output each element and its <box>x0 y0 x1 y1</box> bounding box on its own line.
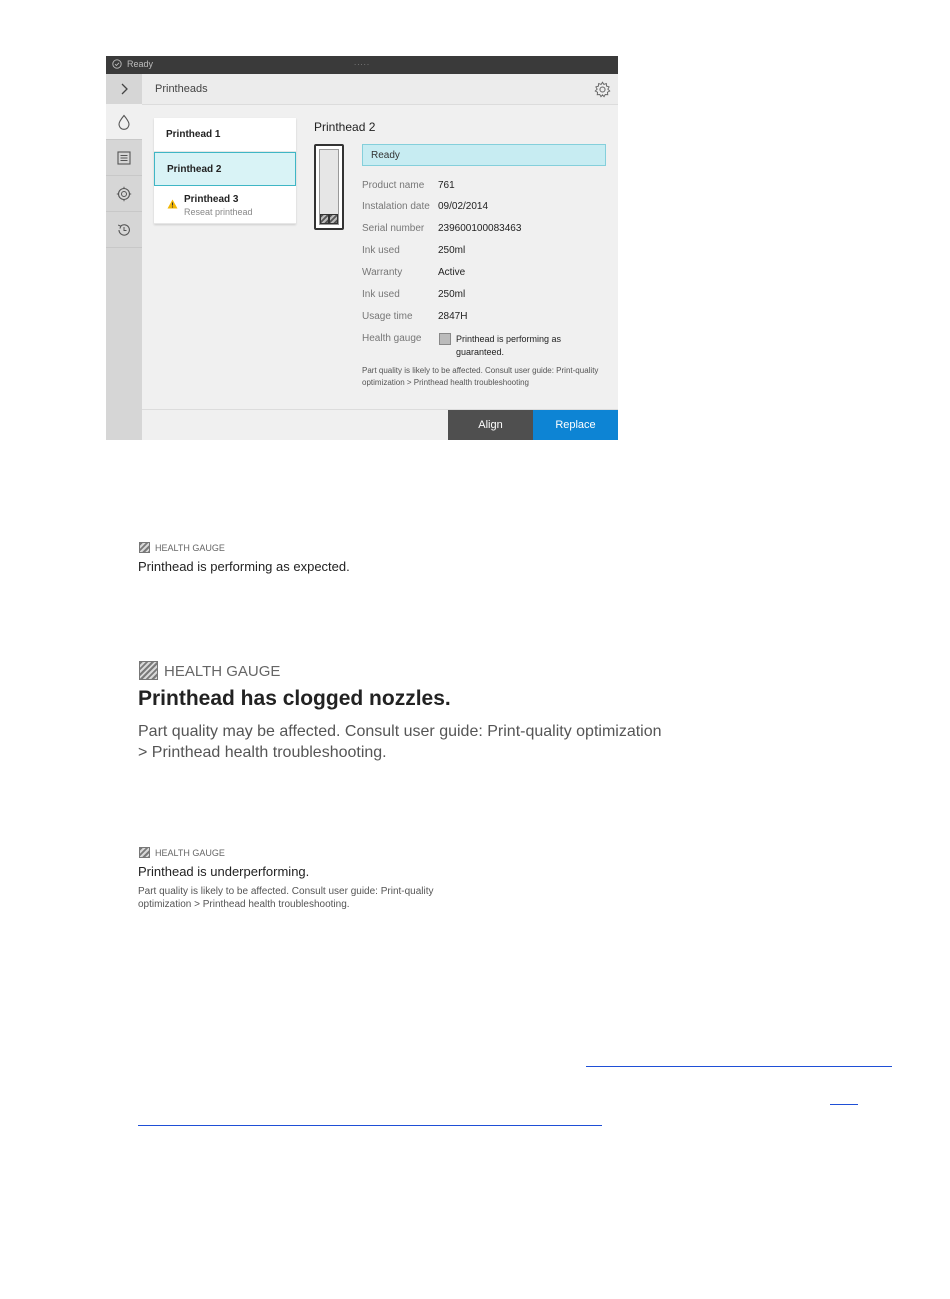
printhead-subtitle: Reseat printhead <box>184 207 253 217</box>
printhead-name: Printhead 2 <box>167 164 222 175</box>
gauge-label: HEALTH GAUGE <box>155 848 225 858</box>
field-value: 239600100083463 <box>438 223 522 234</box>
health-gauge-icon <box>139 847 150 858</box>
printheads-screen <box>106 56 618 440</box>
target-icon <box>116 186 132 202</box>
align-button[interactable]: Align <box>448 410 533 440</box>
document-icon <box>116 150 132 166</box>
printhead-item-1[interactable] <box>154 118 296 152</box>
gauge-body: Part quality may be affected. Consult user guide: Print-quality optimization > Printhead health troubleshooting. <box>138 723 662 761</box>
page-title: Printheads <box>155 83 208 95</box>
field-label: Usage time <box>362 311 413 322</box>
field-label: Warranty <box>362 267 403 278</box>
replace-button[interactable]: Replace <box>533 410 618 440</box>
rail-item-jobs[interactable] <box>106 140 142 176</box>
status-banner <box>362 144 606 166</box>
chevron-right-icon <box>119 83 129 95</box>
detail-title: Printhead 2 <box>314 120 376 134</box>
check-circle-icon <box>112 59 122 69</box>
printhead-list <box>154 118 296 224</box>
health-gauge-icon <box>139 661 158 680</box>
printhead-graphic <box>314 144 344 230</box>
field-label: Ink used <box>362 245 400 256</box>
gauge-heading: Printhead is underperforming. <box>138 864 310 879</box>
header-bar <box>106 74 618 105</box>
document-link[interactable] <box>586 1066 892 1067</box>
field-value: 09/02/2014 <box>438 201 489 212</box>
printhead-item-2[interactable] <box>154 152 296 186</box>
status-text: Ready <box>127 59 154 69</box>
field-value: 250ml <box>438 245 466 256</box>
field-label: Health gauge <box>362 333 422 344</box>
status-banner-text: Ready <box>371 150 400 161</box>
field-label: Serial number <box>362 223 425 234</box>
printhead-name: Printhead 3 <box>184 194 239 205</box>
field-label: Ink used <box>362 289 400 300</box>
gauge-heading: Printhead is performing as expected. <box>138 559 350 574</box>
field-value: 761 <box>438 180 455 191</box>
field-label: Product name <box>362 180 425 191</box>
side-rail <box>106 104 142 440</box>
expand-menu-button[interactable] <box>106 74 142 104</box>
document-link[interactable] <box>830 1104 858 1105</box>
gauge-heading: Printhead has clogged nozzles. <box>138 687 451 710</box>
printhead-nozzle-right <box>329 214 338 224</box>
health-gauge-icon <box>139 542 150 553</box>
printhead-name: Printhead 1 <box>166 129 221 140</box>
health-gauge-icon <box>439 333 451 345</box>
history-icon <box>116 222 132 238</box>
gauge-label: HEALTH GAUGE <box>164 663 281 680</box>
field-value: Active <box>438 267 466 278</box>
gear-icon[interactable] <box>594 81 611 98</box>
gauge-label: HEALTH GAUGE <box>155 543 225 553</box>
gauge-body: Part quality is likely to be affected. Consult user guide: Print-quality optimization > Printhead health troubleshooting. <box>138 886 434 910</box>
pull-down-handle[interactable]: ..... <box>354 58 371 67</box>
health-gauge-value: Printhead is performing as guaranteed. <box>456 334 562 357</box>
rail-item-ink[interactable] <box>106 104 142 140</box>
rail-item-history[interactable] <box>106 212 142 248</box>
health-note: Part quality is likely to be affected. Consult user guide: Print-quality optimization > Printhead health troubleshooting <box>362 366 599 387</box>
printhead-nozzle-left <box>320 214 329 224</box>
field-value: 2847H <box>438 311 468 322</box>
ink-drop-icon <box>116 114 132 130</box>
field-value: 250ml <box>438 289 466 300</box>
warning-icon <box>167 199 178 209</box>
field-label: Instalation date <box>362 201 430 212</box>
rail-item-alignment[interactable] <box>106 176 142 212</box>
printhead-item-3[interactable] <box>154 186 296 224</box>
status-bar <box>106 56 618 74</box>
document-link[interactable] <box>138 1125 602 1126</box>
